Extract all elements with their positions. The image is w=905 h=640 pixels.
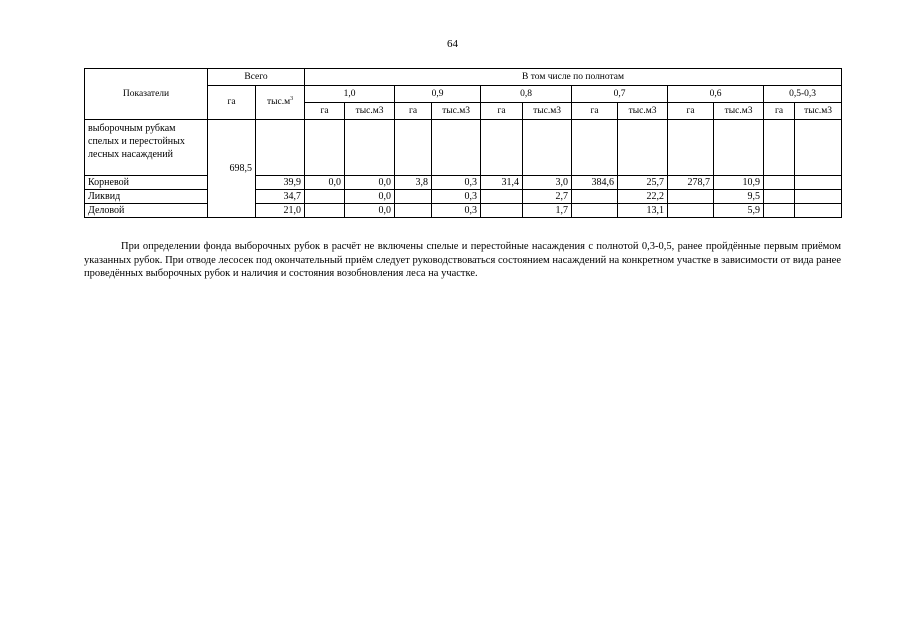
cell-m3 [795,204,842,218]
cell-m3: 0,3 [432,190,481,204]
header-density-1-0: 1,0 [305,86,395,103]
subheader-ha: га [572,103,618,120]
header-density-0-5-0-3: 0,5-0,3 [764,86,842,103]
table-row [85,204,842,218]
header-total-m3: $тыс.м^3$ [256,86,305,120]
cell-m3: 22,2 [618,190,668,204]
row-label-selective-felling: выборочным рубкам спелых и перестойных лесных насаждений [85,120,208,176]
cell-m3: 1,7 [523,204,572,218]
cell-m3 [795,190,842,204]
cell-ha [572,190,618,204]
cell-ha [572,204,618,218]
table-cell [481,120,523,176]
subheader-m3: тыс.м3 [714,103,764,120]
cell-m3: 5,9 [714,204,764,218]
cell-m3: 0,3 [432,204,481,218]
cell-ha [395,190,432,204]
cell-m3: 10,9 [714,176,764,190]
cell-m3 [795,176,842,190]
table-cell [395,120,432,176]
subheader-m3: тыс.м3 [345,103,395,120]
cell-ha [481,204,523,218]
cell-m3: 0,0 [345,190,395,204]
subheader-ha: га [305,103,345,120]
felling-table [84,68,842,218]
subheader-ha: га [481,103,523,120]
cell-m3: 0,0 [345,204,395,218]
cell-ha [668,190,714,204]
table-cell [764,120,795,176]
header-total: Всего [208,69,305,86]
cell-m3: 0,0 [345,176,395,190]
cell-m3: 9,5 [714,190,764,204]
table-cell [572,120,618,176]
cell-ha: 278,7 [668,176,714,190]
cell-ha: 31,4 [481,176,523,190]
cell-total-ha: 698,5 [208,120,256,218]
header-density-0-9: 0,9 [395,86,481,103]
subheader-m3: тыс.м3 [618,103,668,120]
cell-ha [668,204,714,218]
cell-m3: 25,7 [618,176,668,190]
table-cell [432,120,481,176]
table-cell [523,120,572,176]
cell-m3: 13,1 [618,204,668,218]
table-row [85,176,842,190]
table-cell [256,120,305,176]
cell-ha [481,190,523,204]
cell-m3: 2,7 [523,190,572,204]
subheader-ha: га [668,103,714,120]
row-label: Ликвид [85,190,208,204]
cell-ha: 384,6 [572,176,618,190]
header-density-0-6: 0,6 [668,86,764,103]
table-cell [345,120,395,176]
cell-total-m3: 21,0 [256,204,305,218]
cell-m3: 3,0 [523,176,572,190]
cell-ha [764,176,795,190]
subheader-m3: тыс.м3 [432,103,481,120]
cell-ha [395,204,432,218]
cell-ha: 3,8 [395,176,432,190]
subheader-ha: га [764,103,795,120]
body-paragraph: При определении фонда выборочных рубок в расчёт не включены спелые и перестойные насаждения с полнотой 0,3-0,5, ранее пройдённые первым приёмом указанных рубок. При отводе лесосек под окончательный приём следует руководствоваться состоянием насаждений на конкретном участке в зависимости от вида ранее проведённых выборочных рубок и наличия и состояния возобновления леса на участке. [84,241,841,279]
cell-ha [305,204,345,218]
subheader-m3: тыс.м3 [795,103,842,120]
table-cell [795,120,842,176]
table-cell [714,120,764,176]
header-by-density: В том числе по полнотам [305,69,842,86]
subheader-m3: тыс.м3 [523,103,572,120]
page-number: 64 [447,38,458,50]
header-total-ha: га [208,86,256,120]
cell-total-m3: 39,9 [256,176,305,190]
cell-ha [305,190,345,204]
table-row [85,190,842,204]
cell-ha [764,190,795,204]
cell-m3: 0,3 [432,176,481,190]
header-density-0-7: 0,7 [572,86,668,103]
header-indicators: Показатели [85,69,208,120]
row-label: Корневой [85,176,208,190]
table-cell [618,120,668,176]
table-cell [668,120,714,176]
header-density-0-8: 0,8 [481,86,572,103]
cell-total-m3: 34,7 [256,190,305,204]
row-label: Деловой [85,204,208,218]
table-cell [305,120,345,176]
cell-ha [764,204,795,218]
subheader-ha: га [395,103,432,120]
cell-ha: 0,0 [305,176,345,190]
